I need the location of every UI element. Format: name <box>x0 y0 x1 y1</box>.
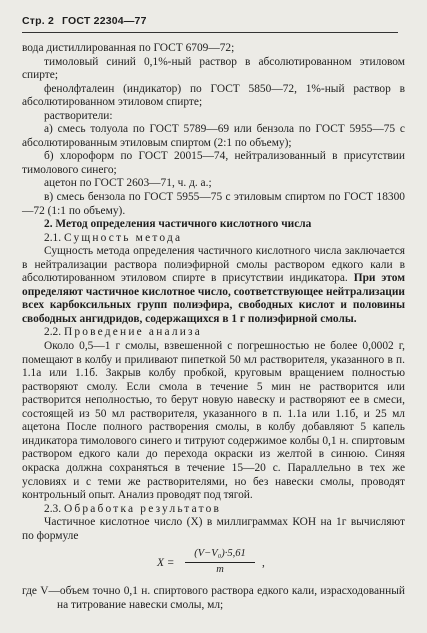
formula <box>22 545 405 583</box>
section-2-2-title: Проведение анализа <box>63 326 202 339</box>
solvent-c: в) смесь бензола по ГОСТ 5955—75 с этиловым спиртом по ГОСТ 18300—72 (1:1 по объему). <box>22 191 405 217</box>
header-rule <box>22 32 398 33</box>
formula-numerator: (V−V₀)·5,61 <box>185 547 255 563</box>
formula-lhs: X = <box>157 557 175 570</box>
section-2-1-heading <box>22 232 405 246</box>
document-body <box>22 42 405 612</box>
section-2-2-heading <box>22 326 405 340</box>
section-2-3-text: Частичное кислотное число (X) в миллиграммах КОН на 1г вычисляют по формуле <box>22 516 405 542</box>
section-2-1-text <box>22 245 405 326</box>
section-2-3-number: 2.3. <box>44 502 62 515</box>
solvent-b: б) хлороформ по ГОСТ 20015—74, нейтрализованный в присутствии тимолового синего; <box>22 150 405 176</box>
reagent-thymol-blue: тимоловый синий 0,1%-ный раствор в абсолютированном этиловом спирте; <box>22 55 405 82</box>
page-number: Стр. 2 <box>22 15 55 27</box>
page-header <box>22 15 147 27</box>
formula-comma: , <box>262 557 265 570</box>
section-2-1-number: 2.1. <box>44 231 62 244</box>
standard-code: ГОСТ 22304—77 <box>62 15 147 27</box>
section-2-2-number: 2.2. <box>44 326 62 339</box>
solvents-label: растворители: <box>44 109 113 122</box>
section-2-1-title: Сущность метода <box>63 231 183 244</box>
section-2-2-text: Около 0,5—1 г смолы, взвешенной с погрешностью не более 0,0002 г, помещают в колбу и приливают пипеткой 50 мл растворителя, указанного в п. 1.1а или 1.1б. Закрыв колбу пробкой, круговым вращением полностью растворяют смолу. Если смола в течение 5 мин не растворится или растворится неполностью, то берут новую навеску и растворяют ее в смеси, состоящей из 50 мл растворителя, указанного в п. 1.1а или 1.1б, и 25 мл ацетона После полного растворения смолы, в колбу добавляют 5 капель индикатора тимолового синего и титруют содержимое колбы 0,1 н. спиртовым раствором едкого кали до перехода окраски из желтой в синюю. Синяя окраска должна сохраняться в течение 15—20 с. Параллельно в тех же условиях и с теми же растворителями, но без навески смолы, проводят контрольный опыт. Анализ проводят под тягой. <box>22 340 405 502</box>
formula-fraction <box>185 547 255 576</box>
reagent-acetone: ацетон по ГОСТ 2603—71, ч. д. а.; <box>44 177 212 190</box>
formula-denominator: m <box>216 563 224 575</box>
solvent-a: а) смесь толуола по ГОСТ 5789—69 или бензола по ГОСТ 5955—75 с абсолютированным этиловым спиртом (2:1 по объему); <box>22 123 405 149</box>
reagent-phenolphthalein: фенолфталеин (индикатор) по ГОСТ 5850—72, 1%-ный раствор в абсолютированном этиловом спирте; <box>22 82 405 109</box>
section-2-3-title: Обработка результатов <box>63 502 222 515</box>
reagent-water: вода дистиллированная по ГОСТ 6709—72; <box>22 42 235 54</box>
section-2-1-text-b: При этом определяют частичное кислотное число, соответствующее нейтрализации всех карбоксильных групп полиэфира, свободных кислот и половины свободных ангидридов, содержащихся в 1 г полиэфирной смолы. <box>22 272 405 325</box>
section-2-heading: 2. Метод определения частичного кислотного числа <box>44 218 312 231</box>
formula-legend-v: где V—объем точно 0,1 н. спиртового раствора едкого кали, израсходованный на титрование навески смолы, мл; <box>22 585 405 611</box>
section-2-3-heading <box>22 503 405 517</box>
section-2-1-text-a: Сущность метода определения частичного кислотного числа заключается в нейтрализации раствора полиэфирной смолы раствором едкого кали в абсолютированном этиловом спирте в присутствии индикатора. <box>22 245 405 285</box>
